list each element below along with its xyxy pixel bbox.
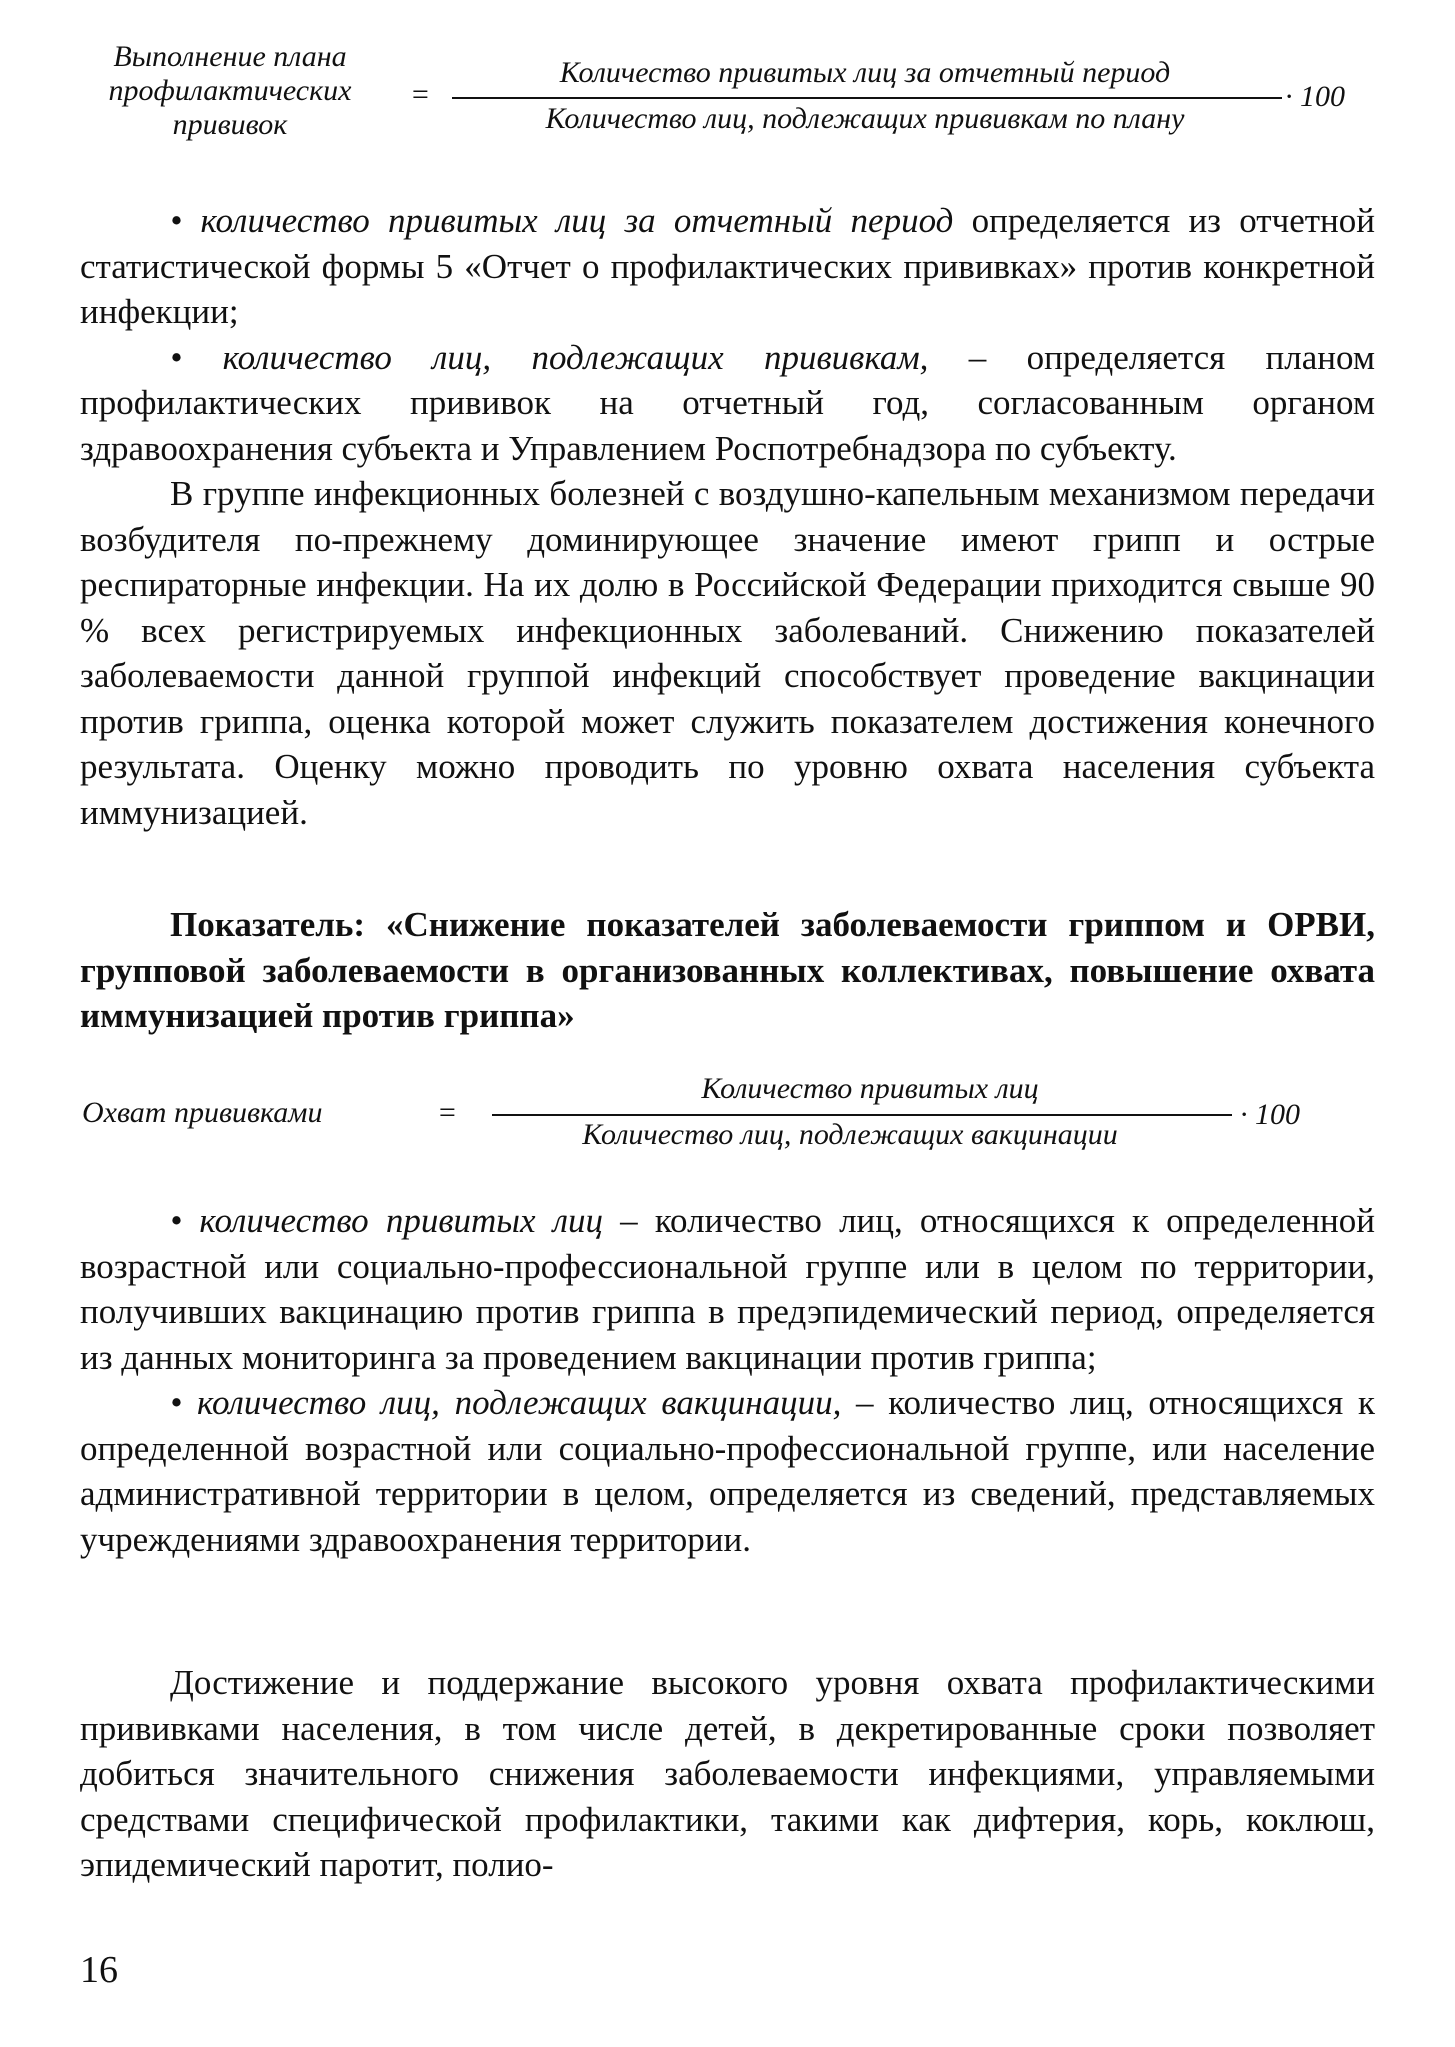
text-section-3 (80, 1660, 1375, 1888)
formula-lhs: Охват прививками (82, 1096, 323, 1129)
bullet-item (80, 1198, 1375, 1380)
heading-text: Показатель: «Снижение показателей заболеваемости гриппом и ОРВИ, групповой заболеваемости в организованных коллективах, повышение охвата иммунизацией против гриппа» (80, 905, 1375, 1035)
formula-numerator: Количество привитых лиц за отчетный период (559, 56, 1171, 89)
formula-multiplier: · 100 (1285, 80, 1345, 113)
bullet-term: • количество привитых лиц за отчетный период (170, 201, 954, 240)
formula-vaccination-coverage (0, 1060, 1455, 1180)
formula-denominator: Количество лиц, подлежащих прививкам по плану (545, 102, 1185, 135)
body-paragraph: В группе инфекционных болезней с воздушно-капельным механизмом передачи возбудителя по-прежнему доминирующее значение имеют грипп и острые респираторные инфекции. На их долю в Российской Федерации приходится свыше 90 % всех регистрируемых инфекционных заболеваний. Снижению показателей заболеваемости данной группой инфекций способствует проведение вакцинации против гриппа, оценка которой может служить показателем достижения конечного результата. Оценку можно проводить по уровню охвата населения субъекта иммунизацией. (80, 474, 1375, 832)
bullet-term: • количество лиц, подлежащих вакцинации, (170, 1383, 842, 1422)
formula-lhs-line-2: профилактических (108, 74, 352, 107)
bullet-term: • количество лиц, подлежащих прививкам, (170, 337, 929, 377)
bullet-term: • количество привитых лиц (170, 1201, 603, 1240)
body-paragraph: Достижение и поддержание высокого уровня охвата профилактическими прививками населения, в том числе детей, в декретированные сроки позволяет добиться значительного снижения заболеваемости инфекциями, управляемыми средствами специфической профилактики, такими как дифтерия, корь, коклюш, эпидемический паротит, полио- (80, 1663, 1375, 1884)
fraction-bar (492, 1114, 1232, 1116)
page-number: 16 (80, 1949, 118, 1991)
bullet-item (80, 1380, 1375, 1562)
formula-lhs (70, 40, 390, 142)
formula-numerator: Количество привитых лиц (701, 1072, 1039, 1105)
bullet-text: – определяется планом профилактических прививок на отчетный год, согласованным органом здравоохранения субъекта и Управлением Роспотребнадзора по субъекту. (80, 337, 1375, 468)
formula-denominator: Количество лиц, подлежащих вакцинации (582, 1118, 1118, 1151)
equals-sign: = (437, 1096, 458, 1129)
formula-multiplier: · 100 (1240, 1098, 1300, 1131)
bullet-item (80, 198, 1375, 335)
text-section-2 (80, 1198, 1375, 1562)
formula-plan-fulfillment (0, 0, 1455, 170)
equals-sign: = (410, 78, 431, 111)
formula-lhs-line-1: Выполнение плана (113, 40, 347, 73)
bullet-text: – количество лиц, относящихся к определенной возрастной или социально-профессиональной группе, или население административной территории в целом, определяется из сведений, представляемых учреждениями здравоохранения территории. (80, 1383, 1375, 1559)
section-heading (80, 902, 1375, 1039)
text-section-1 (80, 198, 1375, 835)
bullet-text: определяется из отчетной статистической формы 5 «Отчет о профилактических прививках» против конкретной инфекции; (80, 201, 1375, 331)
bullet-text: – количество лиц, относящихся к определенной возрастной или социально-профессиональной группе или в целом по территории, получивших вакцинацию против гриппа в предэпидемический период, определяется из данных мониторинга за проведением вакцинации против гриппа; (80, 1201, 1375, 1377)
formula-lhs-line-3: прививок (172, 108, 288, 141)
fraction-bar (452, 97, 1282, 99)
bullet-item (80, 335, 1375, 472)
